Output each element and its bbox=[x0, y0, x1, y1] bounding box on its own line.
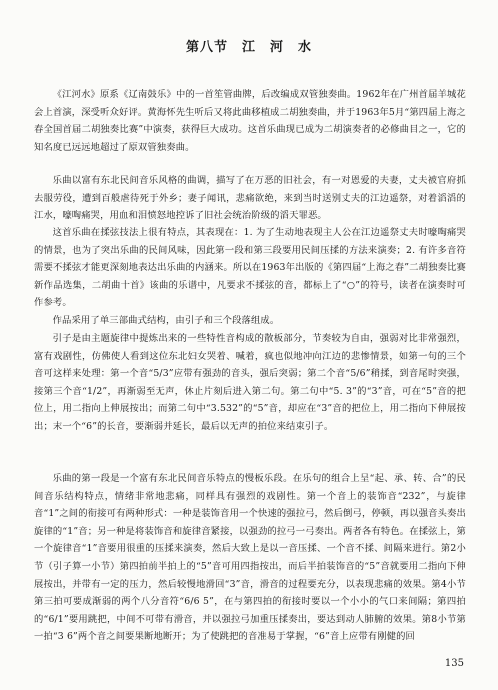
paragraph-technique: 这首乐曲在揉弦技法上很有特点，其表现在：1. 为了生动地表现主人公在江边遥祭丈夫时嚎啕痛哭的情景，也为了突出乐曲的民间风味，因此第一段和第三段要用民间压揉的方法来演奏；2. 有许多音符需要不揉弦才能更深刻地表达出乐曲的内涵来。所以在1963年出版的《第四届“上海之春”二胡独奏比赛新作品选集，二胡曲十首》该曲的乐谱中，凡要求不揉弦的音，都标上了“○”的符号，读者在演奏时可作参考。 bbox=[34, 227, 466, 309]
paragraph-introduction: 引子是由主题旋律中提炼出来的一些特性音构成的散板部分，节奏较为自由，强弱对比非常强烈，富有戏剧性，仿佛使人看到这位东北妇女哭着、喊着，疯也似地冲向江边的悲惨情景，如第一句的三个音可这样来处理：第一个音“5/3”应带有强劲的音头，强后突弱；第二个音“5/6”稍揉，到音尾时突强，接第三个音“1/2”，再渐弱至无声，休止片刻后进入第二句。第二句中“5. 3”的“3”音，可在“5”音的把位上，用二指向上伸展按出；而第二句中“3.532”的“5”音，却应在“3”音的把位上，用二指向下伸展按出；末一个“6”的长音，要渐弱并延长，最后以无声的拍位来结束引子。 bbox=[34, 333, 466, 432]
section-title: 第八节 江 河 水 bbox=[185, 40, 312, 55]
paragraph-first-section: 乐曲的第一段是一个富有东北民间音乐特点的慢板乐段。在乐句的组合上呈“起、承、转、合”的民间音乐结构特点，情绪非常地悲痛，同样具有强烈的戏剧性。第一个音上的装饰音“232”，与旋律音“1”之间的衔接可有两种形式：一种是装饰音用一个快速的强拉弓，然后倒弓，停顿，再以强音头奏出旋律的“1”音；另一种是将装饰音和旋律音紧接，以强劲的拉弓一弓奏出。两者各有特色。在揉弦上，第一个旋律音“1”音要用很重的压揉来演奏，然后大致上是以一音压揉、一个音不揉、间隔来进行。第2小节（引子算一小节）第四拍前半拍上的“5”音可用四指按出，而后半拍装饰音的“5”音就要用二指向下伸展按出，并带有一定的压力，然后较慢地滑回“3”音，滑音的过程要充分，以表现悲痛的效果。第4小节第三拍可要成渐弱的两个八分音符“6/6 5”，在与第四拍的衔接时要以一个小小的气口来间隔；第四拍的“6/1”要用跳把，中间不可带有滑音，并以强拉弓加重压揉奏出，要达到动人肺腑的效果。第8小节第一拍“3 6”两个音之间要果断地断开；为了使跳把的音准易于掌握，“6”音上应带有刚健的回 bbox=[34, 473, 466, 643]
page-number: 135 bbox=[444, 658, 464, 669]
paragraph-intro: 《江河水》原系《辽南鼓乐》中的一首笙管曲牌，后改编成双管独奏曲。1962年在广州首届羊城花会上首演，深受听众好评。黄海怀先生听后又将此曲移植成二胡独奏曲，并于1963年5月“第四届上海之春全国首届二胡独奏比赛”中演奏，获得巨大成功。这首乐曲现已成为二胡演奏者的必修曲目之一，它的知名度已远远地超过了原双管独奏曲。 bbox=[34, 89, 466, 153]
paragraph-content: 乐曲以富有东北民间音乐风格的曲调，描写了在万恶的旧社会，有一对恩爱的夫妻，丈夫被官府抓去服劳役，遭到百般虐待死于外乡；妻子闻讯，悲痛欲绝，来到当时送别丈夫的江边遥祭，对着滔滔的江水，嚎啕痛哭，用血和泪愤怒地控诉了旧社会统治阶级的滔天罪恶。 bbox=[34, 175, 466, 222]
paragraph-structure: 作品采用了单三部曲式结构，由引子和三个段落组成。 bbox=[52, 315, 280, 326]
